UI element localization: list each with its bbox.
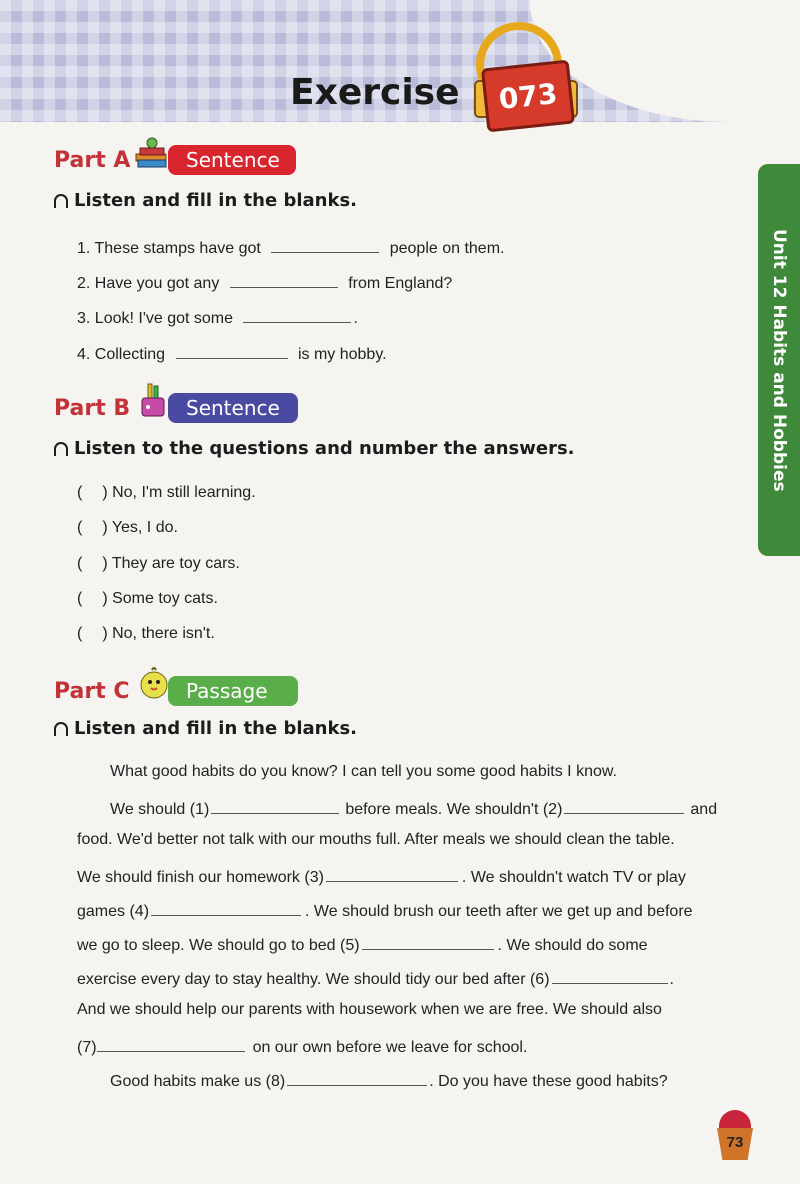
part-b-item-1: ( ) No, I'm still learning.: [77, 484, 256, 501]
number-box[interactable]: (: [77, 625, 83, 642]
headphones-small-icon: [54, 194, 68, 208]
headphones-badge: [468, 20, 578, 130]
answer-blank-8[interactable]: [287, 1069, 427, 1086]
part-c-label: Part C: [54, 679, 130, 704]
answer-blank-6[interactable]: [552, 967, 668, 984]
part-a-instruction: Listen and fill in the blanks.: [54, 190, 357, 211]
passage-line-8: And we should help our parents with housework when we are free. We should also: [77, 1001, 662, 1018]
part-b-item-4: ( ) Some toy cats.: [77, 590, 218, 607]
passage-line-4: We should finish our homework (3) . We shouldn't watch TV or play: [77, 865, 686, 887]
part-b-instruction: Listen to the questions and number the answers.: [54, 438, 575, 459]
passage-line-1: What good habits do you know? I can tell you some good habits I know.: [110, 763, 617, 780]
unit-side-label: Unit 12 Habits and Hobbies: [769, 228, 789, 492]
part-a-item-2: 2. Have you got any from England?: [77, 271, 452, 293]
pencil-cup-icon: [136, 382, 172, 418]
answer-blank-2[interactable]: [564, 797, 684, 814]
answer-blank[interactable]: [176, 342, 288, 359]
passage-line-3: food. We'd better not talk with our mouths full. After meals we should clean the table.: [77, 831, 675, 848]
books-icon: [134, 136, 170, 172]
headphones-small-icon: [54, 442, 68, 456]
number-box[interactable]: (: [77, 555, 83, 572]
number-box[interactable]: (: [77, 590, 83, 607]
page-number-badge: [717, 1110, 753, 1160]
answer-blank-7[interactable]: [97, 1035, 245, 1052]
part-a-label: Part A: [54, 148, 131, 173]
answer-blank[interactable]: [243, 306, 351, 323]
passage-line-9: (7) on our own before we leave for school.: [77, 1035, 527, 1057]
part-b-label: Part B: [54, 396, 131, 421]
part-a-tag: Sentence: [168, 145, 296, 175]
answer-blank[interactable]: [230, 271, 338, 288]
answer-blank[interactable]: [271, 236, 379, 253]
page-number: 73: [726, 1134, 744, 1151]
answer-blank-4[interactable]: [151, 899, 301, 916]
passage-line-6: we go to sleep. We should go to bed (5) . We should do some: [77, 933, 648, 955]
number-box[interactable]: (: [77, 484, 83, 501]
exercise-number-badge: 073: [481, 60, 575, 133]
answer-blank-5[interactable]: [362, 933, 494, 950]
headphones-small-icon: [54, 722, 68, 736]
part-c-instruction: Listen and fill in the blanks.: [54, 718, 357, 739]
answer-blank-1[interactable]: [211, 797, 339, 814]
part-c-tag: Passage: [168, 676, 298, 706]
part-b-item-3: ( ) They are toy cars.: [77, 555, 240, 572]
part-b-item-5: ( ) No, there isn't.: [77, 625, 215, 642]
page-title: Exercise: [290, 72, 460, 113]
part-b-item-2: ( ) Yes, I do.: [77, 519, 178, 536]
part-a-item-1: 1. These stamps have got people on them.: [77, 236, 504, 258]
part-a-item-3: 3. Look! I've got some .: [77, 306, 358, 328]
passage-line-10: Good habits make us (8) . Do you have these good habits?: [110, 1069, 668, 1091]
passage-line-5: games (4) . We should brush our teeth after we get up and before: [77, 899, 693, 921]
part-b-tag: Sentence: [168, 393, 298, 423]
chick-icon: [136, 664, 172, 700]
passage-line-2: We should (1) before meals. We shouldn't (2) and: [110, 797, 717, 819]
part-a-item-4: 4. Collecting is my hobby.: [77, 342, 387, 364]
answer-blank-3[interactable]: [326, 865, 458, 882]
number-box[interactable]: (: [77, 519, 83, 536]
passage-line-7: exercise every day to stay healthy. We should tidy our bed after (6) .: [77, 967, 674, 989]
